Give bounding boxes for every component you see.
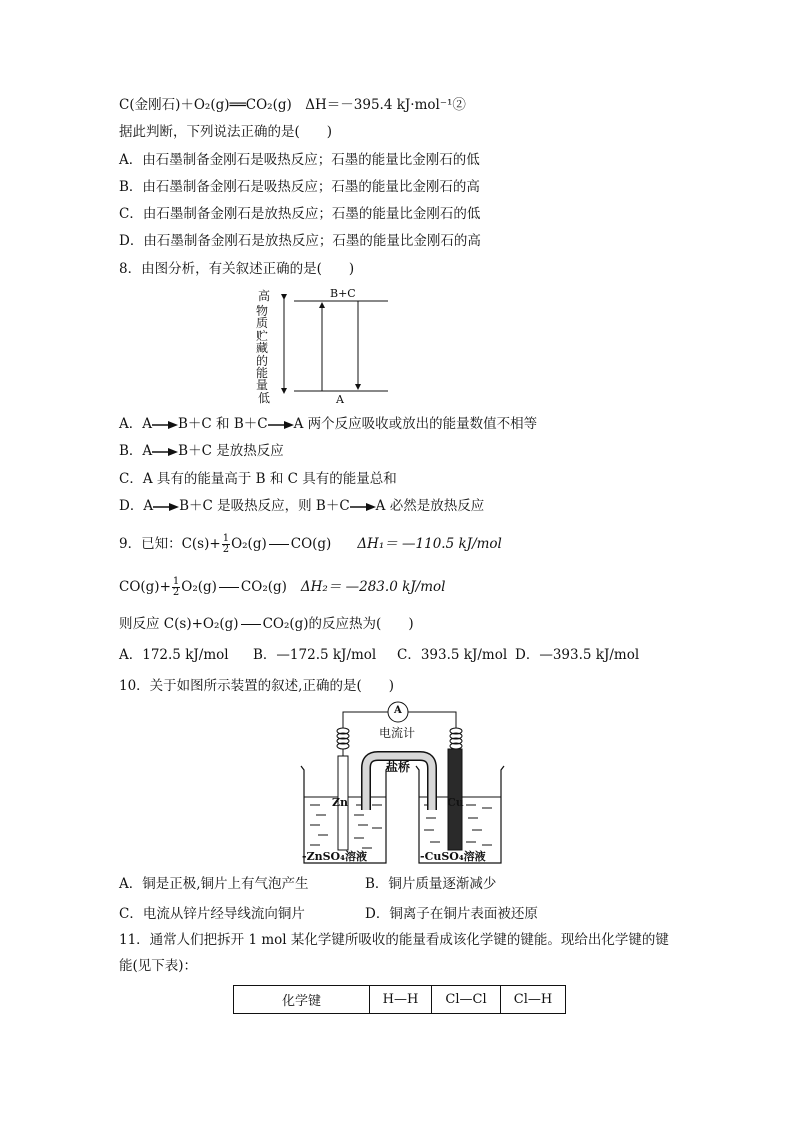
q9-eq2-product: CO₂(g) — [240, 579, 287, 595]
energy-diagram — [250, 283, 400, 407]
q9-equation-2 — [119, 573, 445, 601]
q8-option-c: C．A 具有的能量高于 B 和 C 具有的能量总和 — [119, 471, 397, 487]
q9-eq2-pre: CO(g)+ — [119, 579, 171, 595]
q7-stem: 据此判断，下列说法正确的是( ) — [119, 124, 333, 140]
half-fraction: $\frac{1}{2}$ — [172, 576, 180, 598]
q8-option-a-mid: B＋C 和 B＋C — [178, 416, 268, 432]
q9-eq2-dh: ΔH₂＝ —283.0 kJ/mol — [300, 579, 446, 595]
q7-option-c: C．由石墨制备金刚石是放热反应；石墨的能量比金刚石的低 — [119, 206, 481, 222]
q8-option-a-post: A 两个反应吸收或放出的能量数值不相等 — [293, 416, 538, 432]
reaction-arrow-icon — [153, 502, 179, 512]
q9-question — [119, 615, 414, 633]
q11-stem-line2: 能(见下表)： — [119, 958, 198, 974]
table-header-cell: 化学键 — [234, 986, 370, 1014]
q10-option-c: C．电流从锌片经导线流向铜片 — [119, 906, 305, 922]
q10-option-d: D．铜离子在铜片表面被还原 — [365, 906, 538, 922]
q8-stem: 8．由图分析，有关叙述正确的是( ) — [119, 261, 355, 277]
q8-option-b-post: B＋C 是放热反应 — [178, 443, 284, 459]
table-header-cell: Cl—H — [501, 986, 566, 1014]
q10-options-row1 — [119, 875, 496, 893]
q8-option-d-pre: D．A — [119, 498, 154, 514]
energy-top-label: B+C — [330, 287, 356, 300]
q8-option-d-mid: B＋C 是吸热反应，则 B＋C — [179, 498, 350, 514]
q8-option-a — [119, 415, 537, 433]
table-row — [234, 986, 566, 1014]
energy-axis-label: 物质贮藏的能量 — [256, 304, 269, 393]
table-header-cell: Cl—Cl — [432, 986, 501, 1014]
q9-eq1-dh: ΔH₁＝ —110.5 kJ/mol — [357, 536, 502, 552]
reaction-arrow-icon — [350, 502, 376, 512]
q10-options-row2 — [119, 905, 538, 923]
table-header-cell: H—H — [370, 986, 432, 1014]
half-fraction: $\frac{1}{2}$ — [222, 533, 230, 555]
q10-option-a: A．铜是正极,铜片上有气泡产生 — [119, 876, 309, 892]
reaction-arrow-icon — [152, 420, 178, 430]
reaction-arrow-icon — [268, 420, 294, 430]
q8-option-b-pre: B．A — [119, 443, 153, 459]
q9-question-post: CO₂(g)的反应热为( ) — [262, 616, 414, 632]
q8-option-b — [119, 442, 284, 460]
equals-bar — [241, 624, 261, 625]
equals-bar — [269, 544, 289, 545]
znso4-solution-label: -ZnSO₄溶液 — [302, 850, 367, 863]
q10-stem: 10．关于如图所示装置的叙述,正确的是( ) — [119, 678, 395, 694]
q7-option-d: D．由石墨制备金刚石是放热反应；石墨的能量比金刚石的高 — [119, 233, 481, 249]
energy-low-label: 低 — [258, 391, 271, 405]
energy-bottom-label: A — [336, 393, 344, 406]
zn-electrode-label: Zn — [332, 796, 349, 809]
q9-options — [119, 646, 639, 664]
q8-option-a-pre: A．A — [119, 416, 152, 432]
q8-option-d — [119, 497, 484, 515]
q9-option-a: A．172.5 kJ/mol — [119, 647, 229, 663]
q7-equation-2: C(金刚石)＋O₂(g)══CO₂(g) ΔH＝－395.4 kJ·mol⁻¹② — [119, 97, 466, 113]
equals-bar — [219, 587, 239, 588]
cuso4-solution-label: -CuSO₄溶液 — [420, 850, 486, 863]
q9-eq1-post: O₂(g) — [231, 536, 267, 552]
q7-option-b: B．由石墨制备金刚石是吸热反应；石墨的能量比金刚石的高 — [119, 179, 480, 195]
reaction-arrow-icon — [152, 447, 178, 457]
energy-high-label: 高 — [258, 289, 271, 303]
salt-bridge-label: 盐桥 — [386, 760, 411, 774]
ammeter-caption: 电流计 — [379, 726, 416, 740]
cu-electrode-label: Cu — [447, 796, 464, 809]
q9-eq2-post: O₂(g) — [181, 579, 217, 595]
q9-equation-1 — [119, 530, 502, 558]
q9-option-b: B．—172.5 kJ/mol — [253, 647, 377, 663]
energy-diagram-lines — [250, 283, 400, 407]
ammeter-label: A — [394, 705, 402, 716]
q11-stem-line1: 11．通常人们把拆开 1 mol 某化学键所吸收的能量看成该化学键的键能。现给出化学键的键 — [119, 932, 669, 948]
q10-option-b: B．铜片质量逐渐减少 — [365, 876, 497, 892]
galvanic-cell-diagram — [296, 700, 516, 868]
q7-option-a: A．由石墨制备金刚石是吸热反应；石墨的能量比金刚石的低 — [119, 152, 480, 168]
q8-option-d-post: A 必然是放热反应 — [375, 498, 485, 514]
q9-option-c: C．393.5 kJ/mol — [397, 647, 508, 663]
q9-eq1-product: CO(g) — [290, 536, 332, 552]
q9-eq1-pre: 9．已知：C(s)+ — [119, 536, 221, 552]
bond-energy-table — [233, 985, 566, 1014]
q9-option-d: D．—393.5 kJ/mol — [515, 647, 640, 663]
q9-question-pre: 则反应 C(s)+O₂(g) — [119, 616, 239, 632]
